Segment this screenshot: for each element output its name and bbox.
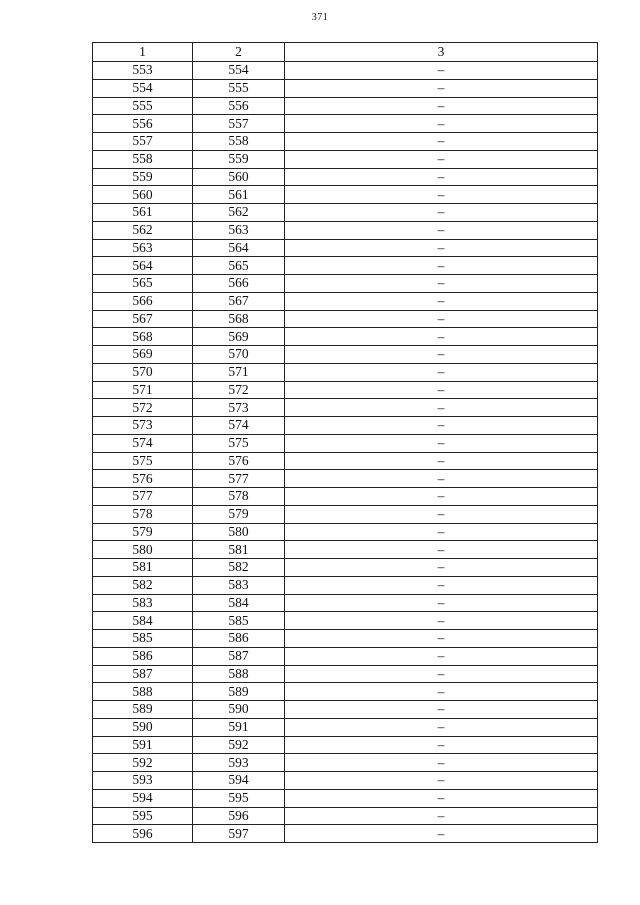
table-cell-col1: 590 — [93, 718, 193, 736]
table-cell-col3: – — [285, 97, 598, 115]
table-cell-col1: 570 — [93, 363, 193, 381]
table-cell-col3: – — [285, 328, 598, 346]
table-cell-col2: 587 — [193, 647, 285, 665]
table-cell-col2: 572 — [193, 381, 285, 399]
table-cell-col2: 571 — [193, 363, 285, 381]
table-cell-col1: 556 — [93, 115, 193, 133]
table-cell-col2: 582 — [193, 559, 285, 577]
table-row — [93, 62, 598, 80]
table-cell-col2: 557 — [193, 115, 285, 133]
table-row — [93, 736, 598, 754]
table-row — [93, 417, 598, 435]
table-cell-col1: 571 — [93, 381, 193, 399]
table-cell-col1: 579 — [93, 523, 193, 541]
table-row — [93, 825, 598, 843]
table-row — [93, 133, 598, 151]
table-cell-col3: – — [285, 523, 598, 541]
table-cell-col1: 557 — [93, 133, 193, 151]
table-row — [93, 754, 598, 772]
table-cell-col3: – — [285, 363, 598, 381]
table-row — [93, 452, 598, 470]
table-cell-col3: – — [285, 168, 598, 186]
table-cell-col1: 563 — [93, 239, 193, 257]
table-row — [93, 612, 598, 630]
table-cell-col3: – — [285, 381, 598, 399]
table-row — [93, 789, 598, 807]
table-cell-col1: 558 — [93, 150, 193, 168]
table-row — [93, 665, 598, 683]
table-cell-col2: 573 — [193, 399, 285, 417]
table-row — [93, 381, 598, 399]
table-cell-col2: 579 — [193, 505, 285, 523]
table-cell-col3: – — [285, 150, 598, 168]
table-row — [93, 79, 598, 97]
table-cell-col2: 576 — [193, 452, 285, 470]
table-row — [93, 701, 598, 719]
table-cell-col2: 556 — [193, 97, 285, 115]
table-cell-col3: – — [285, 594, 598, 612]
table-cell-col2: 574 — [193, 417, 285, 435]
table-cell-col2: 585 — [193, 612, 285, 630]
table-row — [93, 221, 598, 239]
table-cell-col1: 591 — [93, 736, 193, 754]
table-cell-col1: 559 — [93, 168, 193, 186]
table-row — [93, 186, 598, 204]
table-cell-col1: 553 — [93, 62, 193, 80]
table-row — [93, 150, 598, 168]
table-cell-col1: 596 — [93, 825, 193, 843]
table-cell-col1: 555 — [93, 97, 193, 115]
table-cell-col3: – — [285, 612, 598, 630]
table-cell-col1: 554 — [93, 79, 193, 97]
table-cell-col3: – — [285, 186, 598, 204]
table-cell-col2: 558 — [193, 133, 285, 151]
table-cell-col2: 569 — [193, 328, 285, 346]
table-cell-col2: 590 — [193, 701, 285, 719]
table-row — [93, 328, 598, 346]
table-cell-col1: 582 — [93, 576, 193, 594]
table-cell-col1: 584 — [93, 612, 193, 630]
table-cell-col1: 578 — [93, 505, 193, 523]
table-cell-col1: 574 — [93, 434, 193, 452]
table-row — [93, 363, 598, 381]
table-row — [93, 292, 598, 310]
table-cell-col1: 561 — [93, 204, 193, 222]
table-cell-col2: 554 — [193, 62, 285, 80]
table-cell-col3: – — [285, 772, 598, 790]
table-cell-col2: 581 — [193, 541, 285, 559]
table-row — [93, 630, 598, 648]
table-cell-col3: – — [285, 417, 598, 435]
table-cell-col1: 583 — [93, 594, 193, 612]
table-cell-col3: – — [285, 665, 598, 683]
table-cell-col2: 555 — [193, 79, 285, 97]
table-cell-col3: – — [285, 754, 598, 772]
table-cell-col1: 562 — [93, 221, 193, 239]
table-cell-col2: 583 — [193, 576, 285, 594]
table-row — [93, 523, 598, 541]
table-row — [93, 346, 598, 364]
table-cell-col3: – — [285, 559, 598, 577]
table-row — [93, 807, 598, 825]
table-cell-col1: 593 — [93, 772, 193, 790]
table-cell-col1: 577 — [93, 488, 193, 506]
table-row — [93, 168, 598, 186]
table-cell-col1: 573 — [93, 417, 193, 435]
table-row — [93, 718, 598, 736]
table-row — [93, 541, 598, 559]
table-cell-col3: – — [285, 79, 598, 97]
table-cell-col1: 594 — [93, 789, 193, 807]
table-cell-col3: – — [285, 576, 598, 594]
table-cell-col2: 560 — [193, 168, 285, 186]
table-cell-col3: – — [285, 204, 598, 222]
table-cell-col3: – — [285, 239, 598, 257]
table-cell-col3: – — [285, 701, 598, 719]
table-cell-col1: 564 — [93, 257, 193, 275]
table-row — [93, 257, 598, 275]
table-row — [93, 434, 598, 452]
table-cell-col2: 577 — [193, 470, 285, 488]
table-cell-col1: 572 — [93, 399, 193, 417]
table-cell-col1: 575 — [93, 452, 193, 470]
table-cell-col2: 575 — [193, 434, 285, 452]
table-cell-col3: – — [285, 133, 598, 151]
table-cell-col2: 563 — [193, 221, 285, 239]
table-cell-col1: 581 — [93, 559, 193, 577]
table-cell-col3: – — [285, 346, 598, 364]
table-row — [93, 559, 598, 577]
table-cell-col2: 588 — [193, 665, 285, 683]
table-cell-col3: – — [285, 257, 598, 275]
table-cell-col1: 589 — [93, 701, 193, 719]
table-cell-col2: 578 — [193, 488, 285, 506]
table-cell-col2: 593 — [193, 754, 285, 772]
table-cell-col3: – — [285, 825, 598, 843]
table-cell-col2: 561 — [193, 186, 285, 204]
table-cell-col3: – — [285, 807, 598, 825]
table-cell-col2: 566 — [193, 275, 285, 293]
table-cell-col1: 587 — [93, 665, 193, 683]
table-cell-col3: – — [285, 292, 598, 310]
table-row — [93, 115, 598, 133]
table-cell-col1: 566 — [93, 292, 193, 310]
table-cell-col3: – — [285, 434, 598, 452]
table-cell-col1: 588 — [93, 683, 193, 701]
table-cell-col1: 576 — [93, 470, 193, 488]
table-row — [93, 772, 598, 790]
table-cell-col3: – — [285, 789, 598, 807]
table-cell-col2: 567 — [193, 292, 285, 310]
table-cell-col3: – — [285, 736, 598, 754]
table-row — [93, 239, 598, 257]
table-row — [93, 594, 598, 612]
table-cell-col1: 592 — [93, 754, 193, 772]
table-header-row — [93, 43, 598, 62]
table-row — [93, 683, 598, 701]
table-cell-col3: – — [285, 452, 598, 470]
table-cell-col2: 559 — [193, 150, 285, 168]
table-cell-col2: 594 — [193, 772, 285, 790]
table-row — [93, 310, 598, 328]
table-cell-col2: 596 — [193, 807, 285, 825]
table-cell-col3: – — [285, 683, 598, 701]
table-cell-col2: 580 — [193, 523, 285, 541]
table-cell-col2: 589 — [193, 683, 285, 701]
table-cell-col3: – — [285, 718, 598, 736]
table-cell-col1: 585 — [93, 630, 193, 648]
table-row — [93, 275, 598, 293]
table-cell-col2: 595 — [193, 789, 285, 807]
table-row — [93, 470, 598, 488]
table-cell-col3: – — [285, 505, 598, 523]
page-number: 371 — [311, 12, 329, 23]
table-row — [93, 97, 598, 115]
table-cell-col2: 562 — [193, 204, 285, 222]
table-cell-col3: – — [285, 630, 598, 648]
column-header-3: 3 — [285, 43, 598, 62]
column-header-2: 2 — [193, 43, 285, 62]
table-cell-col3: – — [285, 115, 598, 133]
table-row — [93, 488, 598, 506]
table-cell-col3: – — [285, 221, 598, 239]
table-row — [93, 576, 598, 594]
table-cell-col3: – — [285, 470, 598, 488]
table-cell-col2: 586 — [193, 630, 285, 648]
table-cell-col1: 586 — [93, 647, 193, 665]
table-row — [93, 647, 598, 665]
table-row — [93, 505, 598, 523]
table-cell-col3: – — [285, 399, 598, 417]
table-cell-col3: – — [285, 310, 598, 328]
data-table — [92, 42, 598, 843]
table-body — [93, 62, 598, 843]
table-cell-col1: 569 — [93, 346, 193, 364]
table-cell-col2: 597 — [193, 825, 285, 843]
table-cell-col3: – — [285, 62, 598, 80]
table-cell-col2: 592 — [193, 736, 285, 754]
table-cell-col1: 565 — [93, 275, 193, 293]
table-cell-col1: 560 — [93, 186, 193, 204]
table-cell-col1: 595 — [93, 807, 193, 825]
table-cell-col2: 591 — [193, 718, 285, 736]
table-cell-col2: 565 — [193, 257, 285, 275]
table-row — [93, 399, 598, 417]
table-cell-col1: 567 — [93, 310, 193, 328]
table-cell-col3: – — [285, 541, 598, 559]
table-cell-col1: 568 — [93, 328, 193, 346]
table-cell-col1: 580 — [93, 541, 193, 559]
table-cell-col3: – — [285, 647, 598, 665]
table-cell-col2: 568 — [193, 310, 285, 328]
table-cell-col3: – — [285, 275, 598, 293]
column-header-1: 1 — [93, 43, 193, 62]
table-cell-col2: 584 — [193, 594, 285, 612]
table-cell-col2: 570 — [193, 346, 285, 364]
table-row — [93, 204, 598, 222]
table-cell-col2: 564 — [193, 239, 285, 257]
table-cell-col3: – — [285, 488, 598, 506]
